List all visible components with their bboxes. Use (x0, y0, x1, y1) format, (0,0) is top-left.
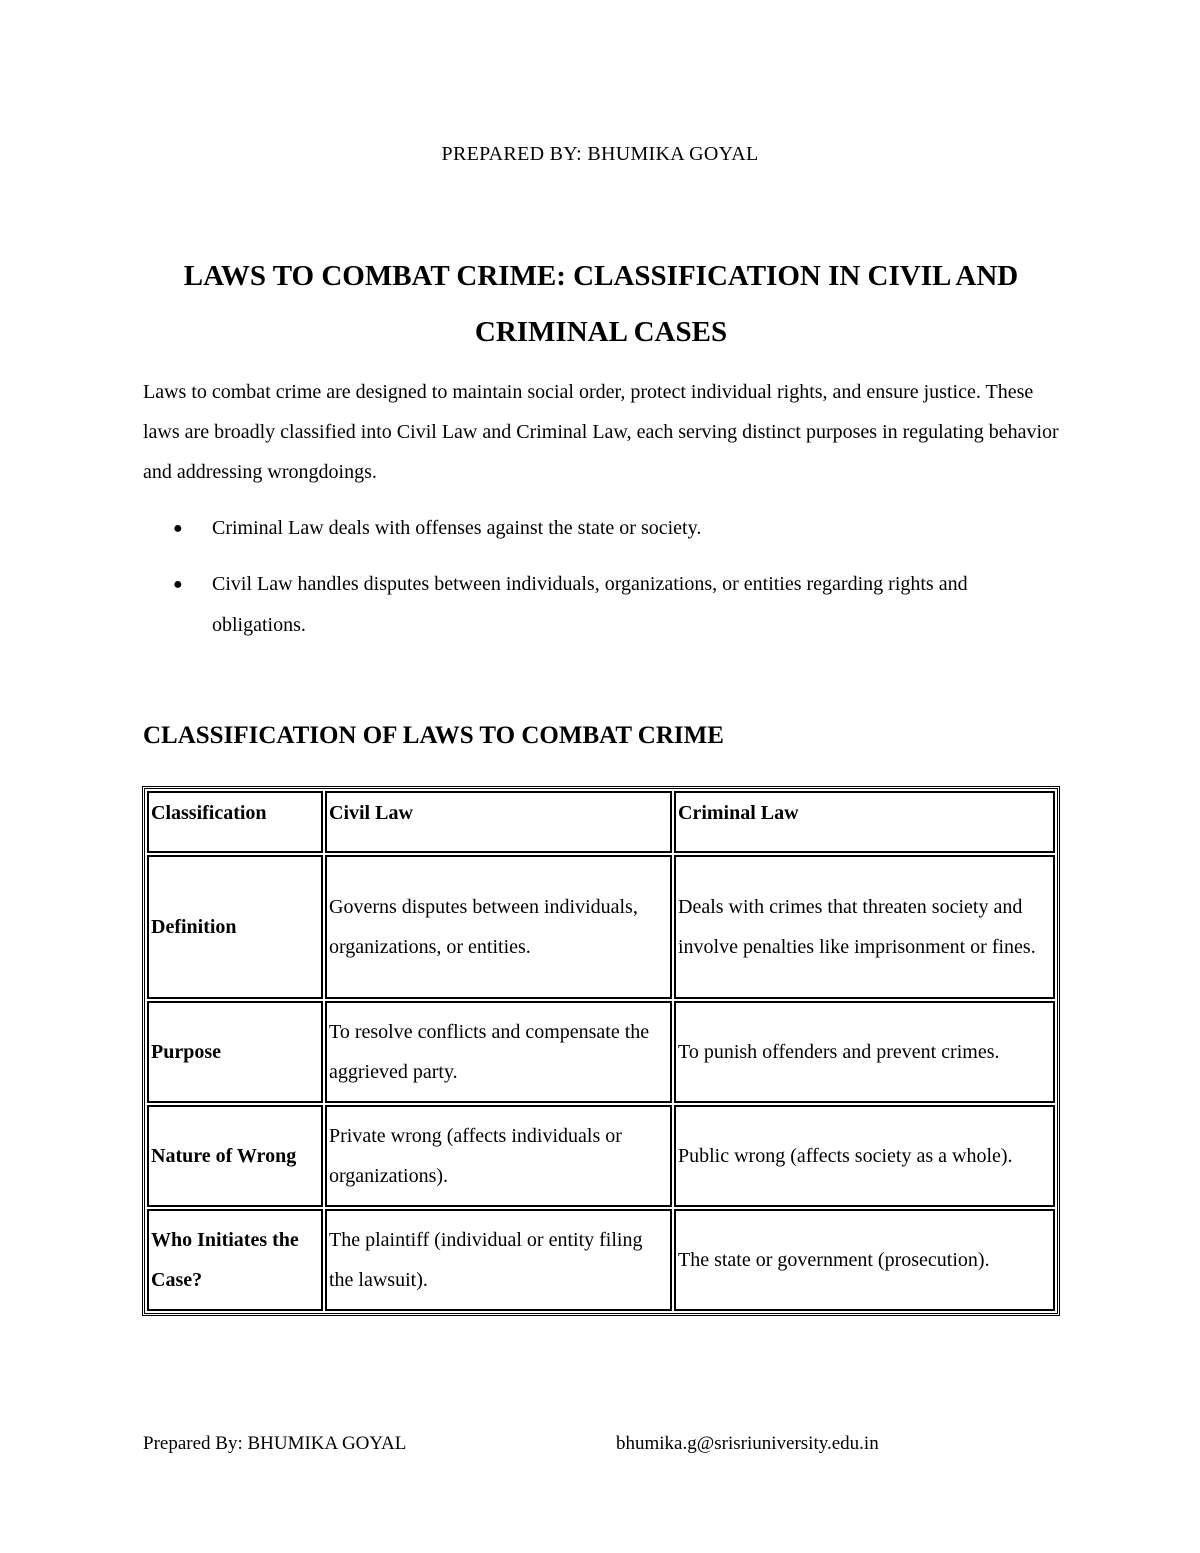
row-label: Purpose (147, 1001, 323, 1103)
row-label: Who Initiates the Case? (147, 1209, 323, 1311)
list-item (143, 564, 1023, 646)
header-civil-law: Civil Law (325, 791, 672, 853)
table-row (147, 1001, 1055, 1103)
criminal-cell: Public wrong (affects society as a whole). (674, 1105, 1055, 1207)
header-criminal-law: Criminal Law (674, 791, 1055, 853)
footer-email: bhumika.g@srisriuniversity.edu.in (616, 1433, 879, 1454)
table-row (147, 1209, 1055, 1311)
document-title-line-1: LAWS TO COMBAT CRIME: CLASSIFICATION IN CIVIL AND (183, 260, 1019, 292)
civil-cell: Governs disputes between individuals, organizations, or entities. (325, 855, 672, 999)
table-header-row (147, 791, 1055, 853)
table-row (147, 855, 1055, 999)
bullet-list (143, 508, 1023, 661)
row-label: Definition (147, 855, 323, 999)
list-item (143, 508, 1023, 549)
document-title (143, 248, 1059, 360)
criminal-cell: Deals with crimes that threaten society and involve penalties like imprisonment or fines. (674, 855, 1055, 999)
header-classification: Classification (147, 791, 323, 853)
civil-cell: The plaintiff (individual or entity filing the lawsuit). (325, 1209, 672, 1311)
bullet-icon: ● (173, 520, 183, 537)
bullet-text: Criminal Law deals with offenses against the state or society. (212, 517, 702, 539)
page-header: PREPARED BY: BHUMIKA GOYAL (441, 143, 759, 165)
civil-cell: Private wrong (affects individuals or organizations). (325, 1105, 672, 1207)
document-title-line-2: CRIMINAL CASES (474, 316, 728, 348)
bullet-text: Civil Law handles disputes between individuals, organizations, or entities regarding rights and obligations. (212, 573, 968, 636)
criminal-cell: The state or government (prosecution). (674, 1209, 1055, 1311)
footer-prepared-by: Prepared By: BHUMIKA GOYAL (143, 1433, 407, 1454)
classification-table (142, 786, 1060, 1316)
intro-paragraph: Laws to combat crime are designed to maintain social order, protect individual rights, and ensure justice. These laws are broadly classified into Civil Law and Criminal Law, each serving distinct purposes in regulating behavior and addressing wrongdoings. (143, 381, 1059, 483)
table-row (147, 1105, 1055, 1207)
section-heading: CLASSIFICATION OF LAWS TO COMBAT CRIME (143, 722, 724, 749)
civil-cell: To resolve conflicts and compensate the aggrieved party. (325, 1001, 672, 1103)
bullet-icon: ● (173, 576, 183, 593)
criminal-cell: To punish offenders and prevent crimes. (674, 1001, 1055, 1103)
row-label: Nature of Wrong (147, 1105, 323, 1207)
